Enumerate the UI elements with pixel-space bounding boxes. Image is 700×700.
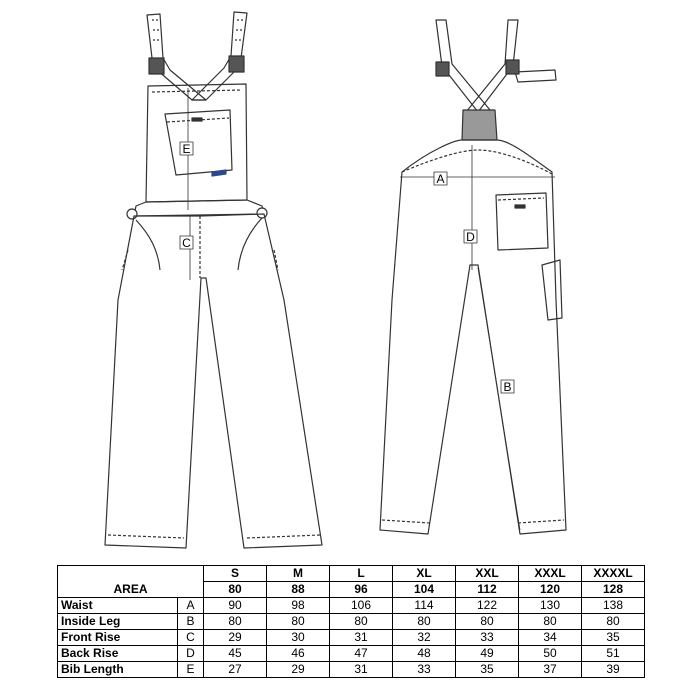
- waist-size-cell: 104: [393, 582, 456, 598]
- size-name-cell: XXXL: [519, 566, 582, 582]
- measure-label-a: A: [436, 172, 445, 186]
- measurement-code: C: [178, 630, 204, 646]
- measurement-value: 90: [204, 598, 267, 614]
- measurement-value: 35: [582, 630, 645, 646]
- size-name-cell: S: [204, 566, 267, 582]
- measurement-value: 31: [330, 630, 393, 646]
- measurement-name: Front Rise: [58, 630, 178, 646]
- measurement-row: [58, 662, 645, 678]
- measurement-value: 98: [267, 598, 330, 614]
- measurement-value: 51: [582, 646, 645, 662]
- measurement-value: 31: [330, 662, 393, 678]
- size-name-cell: M: [267, 566, 330, 582]
- waist-size-cell: 96: [330, 582, 393, 598]
- measurement-value: 138: [582, 598, 645, 614]
- waist-size-cell: 112: [456, 582, 519, 598]
- measurement-value: 80: [267, 614, 330, 630]
- measurement-value: 122: [456, 598, 519, 614]
- measurement-value: 106: [330, 598, 393, 614]
- measurement-row: [58, 630, 645, 646]
- waist-size-cell: 80: [204, 582, 267, 598]
- measurement-value: 29: [204, 630, 267, 646]
- measurement-name: Back Rise: [58, 646, 178, 662]
- area-header: AREA: [58, 566, 204, 598]
- measurement-value: 27: [204, 662, 267, 678]
- measurement-name: Inside Leg: [58, 614, 178, 630]
- measurement-code: D: [178, 646, 204, 662]
- measurement-value: 35: [456, 662, 519, 678]
- measurement-value: 50: [519, 646, 582, 662]
- measurement-value: 45: [204, 646, 267, 662]
- measurement-value: 33: [393, 662, 456, 678]
- size-name-cell: XXXXL: [582, 566, 645, 582]
- size-name-cell: L: [330, 566, 393, 582]
- measurement-code: A: [178, 598, 204, 614]
- measurement-value: 114: [393, 598, 456, 614]
- measure-label-e: E: [182, 142, 191, 156]
- measurement-value: 80: [393, 614, 456, 630]
- measurement-value: 80: [519, 614, 582, 630]
- front-view: [105, 12, 322, 548]
- measurement-value: 130: [519, 598, 582, 614]
- size-chart-table: [57, 565, 645, 678]
- measurement-value: 47: [330, 646, 393, 662]
- measurement-row: [58, 646, 645, 662]
- size-name-cell: XXL: [456, 566, 519, 582]
- measurement-value: 34: [519, 630, 582, 646]
- measurement-row: [58, 598, 645, 614]
- measurement-value: 46: [267, 646, 330, 662]
- measurement-value: 48: [393, 646, 456, 662]
- measure-label-d: D: [466, 230, 475, 244]
- measurement-value: 32: [393, 630, 456, 646]
- measurement-code: B: [178, 614, 204, 630]
- measurement-value: 49: [456, 646, 519, 662]
- measure-label-b: B: [503, 380, 512, 394]
- measure-label-c: C: [182, 236, 191, 250]
- measurement-name: Waist: [58, 598, 178, 614]
- measurement-value: 30: [267, 630, 330, 646]
- measurement-value: 33: [456, 630, 519, 646]
- measurement-value: 80: [204, 614, 267, 630]
- measurement-value: 29: [267, 662, 330, 678]
- measurement-row: [58, 614, 645, 630]
- size-name-cell: XL: [393, 566, 456, 582]
- measurement-value: 37: [519, 662, 582, 678]
- waist-size-cell: 88: [267, 582, 330, 598]
- back-view: [380, 20, 566, 534]
- size-header-row: [58, 566, 645, 582]
- waist-size-cell: 120: [519, 582, 582, 598]
- measurement-value: 80: [456, 614, 519, 630]
- measurement-value: 39: [582, 662, 645, 678]
- measurement-code: E: [178, 662, 204, 678]
- waist-size-cell: 128: [582, 582, 645, 598]
- measurement-value: 80: [582, 614, 645, 630]
- measurement-value: 80: [330, 614, 393, 630]
- measurement-name: Bib Length: [58, 662, 178, 678]
